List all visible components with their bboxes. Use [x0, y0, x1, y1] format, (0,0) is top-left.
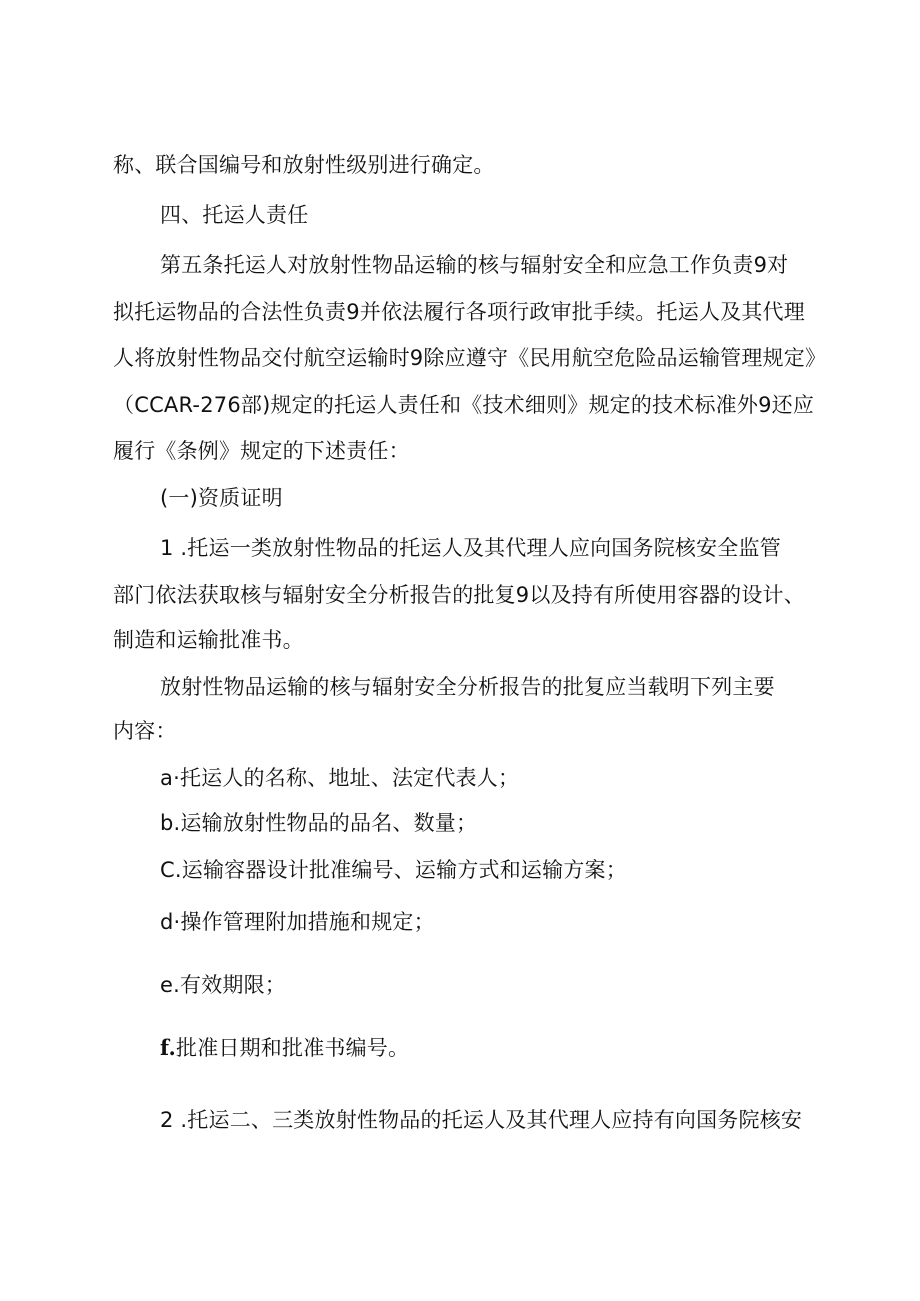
text-line: 制造和运输批准书。: [113, 628, 304, 652]
text-line: 拟托运物品的合法性负责9并依法履行各项行政审批手续。托运人及其代理: [113, 300, 805, 324]
text-line: 内容：: [113, 719, 177, 743]
list-item: e.有效期限；: [160, 973, 286, 997]
list-item: [160, 1033, 409, 1063]
text-line: 第五条托运人对放射性物品运输的核与辐射安全和应急工作负责9对: [160, 253, 789, 277]
text-line: （CCAR-276部)规定的托运人责任和《技术细则》规定的技术标准外9还应: [113, 393, 815, 417]
text-line: 部门依法获取核与辐射安全分析报告的批复9以及持有所使用容器的设计、: [113, 583, 805, 607]
subsection-heading: (一)资质证明: [160, 486, 283, 510]
text-line: 放射性物品运输的核与辐射安全分析报告的批复应当载明下列主要: [160, 675, 775, 699]
list-item: b.运输放射性物品的品名、数量；: [160, 811, 478, 835]
list-item: a·托运人的名称、地址、法定代表人；: [160, 766, 520, 790]
list-marker: f.: [160, 1035, 176, 1060]
list-item: d·操作管理附加措施和规定；: [160, 910, 435, 934]
text-line: 1 .托运一类放射性物品的托运人及其代理人应向国务院核安全监管: [160, 536, 781, 560]
section-heading: 四、托运人责任: [160, 203, 309, 227]
text-line: 2 .托运二、三类放射性物品的托运人及其代理人应持有向国务院核安: [160, 1108, 803, 1132]
list-item-text: 批准日期和批准书编号。: [176, 1036, 410, 1060]
text-line: 称、联合国编号和放射性级别进行确定。: [113, 153, 495, 177]
text-line: 履行《条例》规定的下述责任：: [113, 439, 410, 463]
text-line: 人将放射性物品交付航空运输时9除应遵守《民用航空危险品运输管理规定》: [113, 346, 827, 370]
list-item: C.运输容器设计批准编号、运输方式和运输方案；: [160, 858, 627, 882]
